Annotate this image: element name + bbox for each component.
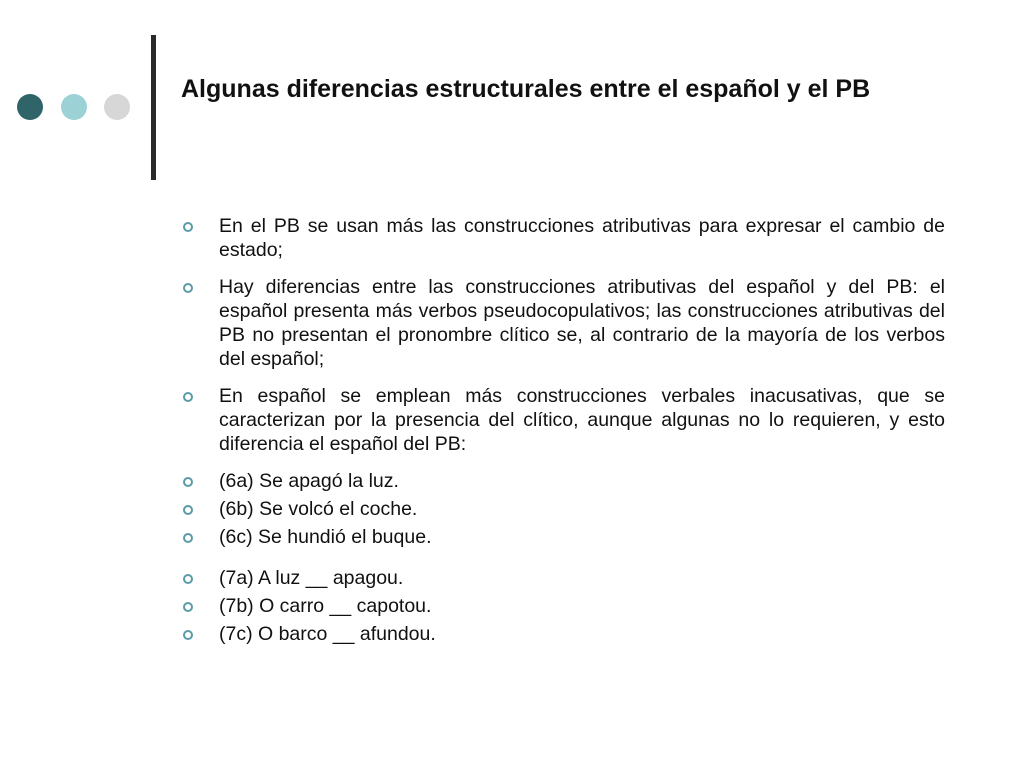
bullet-item — [180, 469, 945, 493]
bullet-item — [180, 525, 945, 549]
gray-dot-icon — [104, 94, 130, 120]
bullet-text: (6c) Se hundió el buque. — [219, 526, 432, 548]
bullet-ring-icon — [183, 602, 193, 612]
bullet-ring-icon — [183, 574, 193, 584]
bullet-item — [180, 497, 945, 521]
bullet-text: (7c) O barco __ afundou. — [219, 623, 436, 645]
bullet-text: Hay diferencias entre las construcciones atributivas del español y del PB: el español presenta más verbos pseudocopulativos; las construcciones atributivas del PB no presentan el pronombre clítico se, al contrario de la mayoría de los verbos del español; — [219, 276, 945, 370]
bullet-text: (6b) Se volcó el coche. — [219, 498, 418, 520]
slide-title: Algunas diferencias estructurales entre el español y el PB — [181, 75, 871, 103]
bullet-item — [180, 622, 945, 646]
light-teal-dot-icon — [61, 94, 87, 120]
bullet-ring-icon — [183, 392, 193, 402]
bullet-item — [180, 275, 945, 371]
bullet-ring-icon — [183, 533, 193, 543]
bullet-text: (7b) O carro __ capotou. — [219, 595, 432, 617]
bullet-text: En el PB se usan más las construcciones atributivas para expresar el cambio de estado; — [219, 215, 945, 261]
bullet-item — [180, 214, 945, 262]
bullet-item — [180, 384, 945, 456]
bullet-ring-icon — [183, 505, 193, 515]
bullet-item — [180, 566, 945, 590]
title-divider-line — [151, 35, 156, 180]
bullet-item — [180, 594, 945, 618]
bullet-text: (7a) A luz __ apagou. — [219, 567, 404, 589]
bullet-ring-icon — [183, 222, 193, 232]
dark-teal-dot-icon — [17, 94, 43, 120]
bullet-list — [180, 214, 945, 650]
bullet-text: (6a) Se apagó la luz. — [219, 470, 399, 492]
bullet-ring-icon — [183, 283, 193, 293]
bullet-ring-icon — [183, 630, 193, 640]
bullet-text: En español se emplean más construcciones verbales inacusativas, que se caracterizan por la presencia del clítico, aunque algunas no lo requieren, y esto diferencia el español del PB: — [219, 385, 945, 455]
bullet-ring-icon — [183, 477, 193, 487]
